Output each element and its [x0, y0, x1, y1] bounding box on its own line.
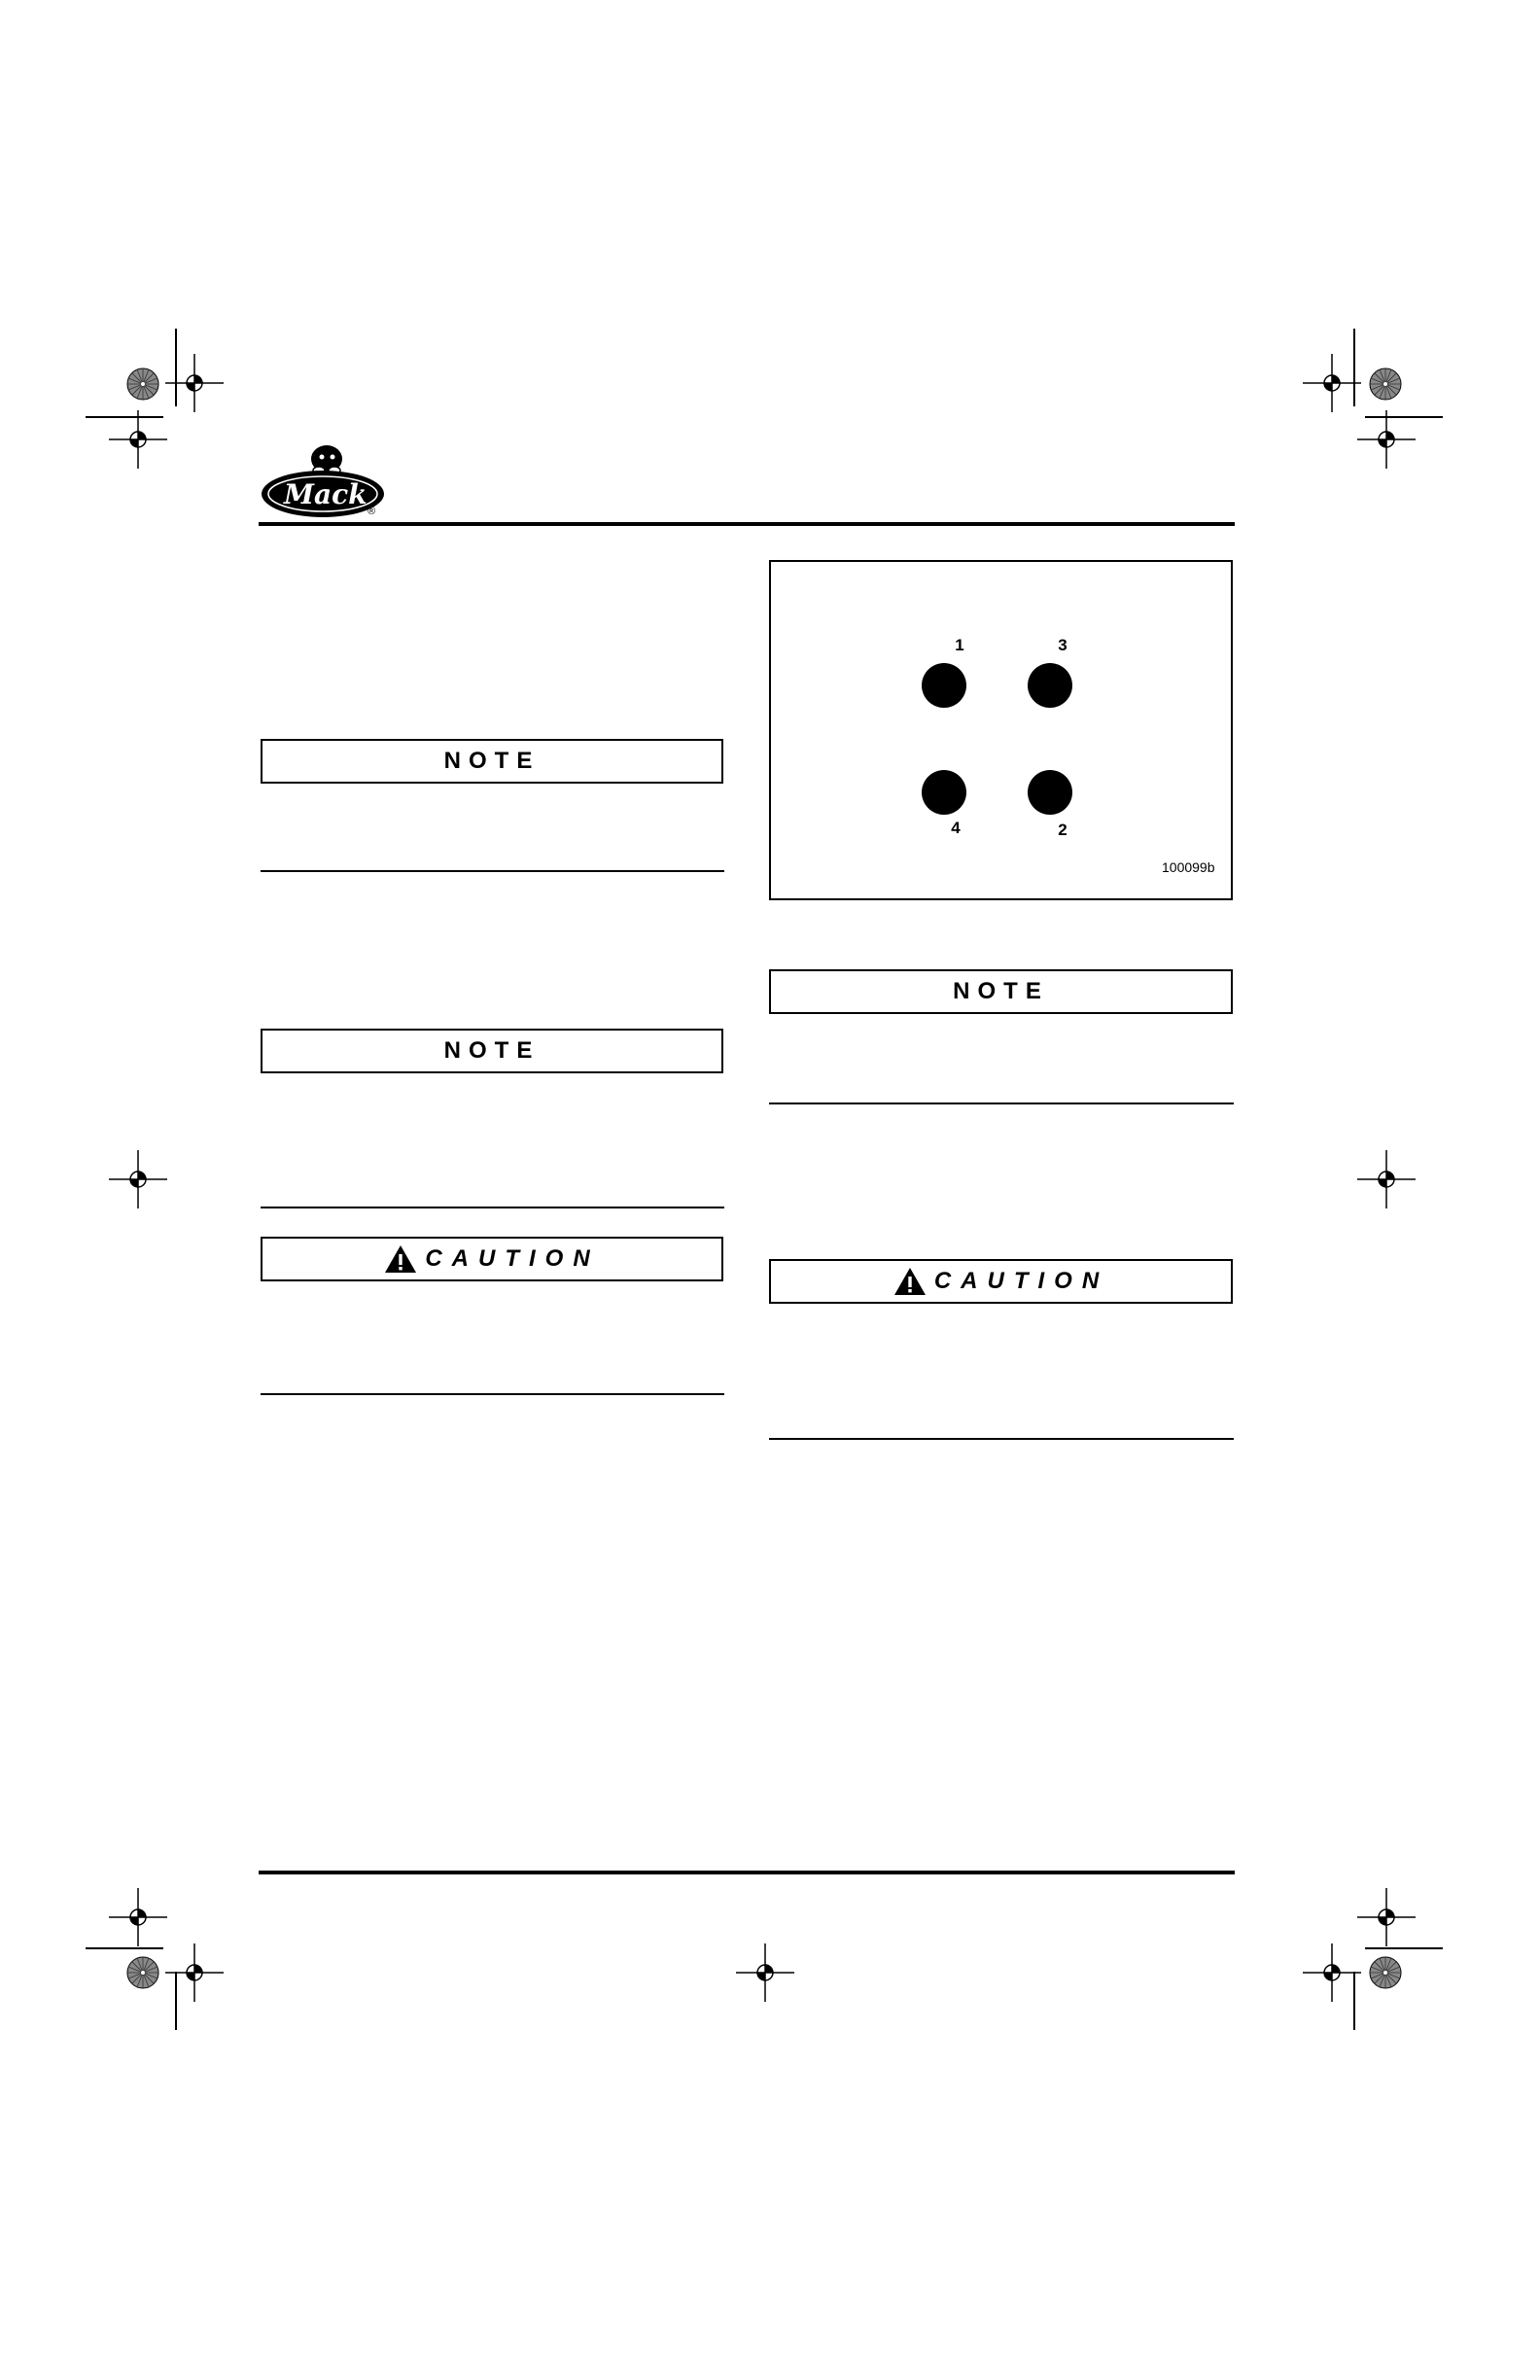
registration-mark-icon: [1357, 410, 1416, 469]
registration-mark-icon: [1303, 1943, 1361, 2002]
registered-mark: ®: [368, 506, 376, 517]
trim-line: [1365, 1947, 1443, 1949]
trim-line: [86, 1947, 163, 1949]
note-end-rule: [261, 870, 724, 872]
warning-triangle-icon: [384, 1244, 417, 1274]
color-target-icon: [1369, 1956, 1402, 1989]
connector-pin: [1028, 663, 1072, 708]
pin-number: 2: [1058, 821, 1068, 839]
registration-mark-icon: [1303, 354, 1361, 412]
trim-line: [175, 329, 177, 406]
note-box: [769, 969, 1233, 1014]
color-target-icon: [126, 368, 159, 401]
registration-mark-icon: [109, 1888, 167, 1946]
connector-figure: [769, 560, 1233, 900]
caution-box: [769, 1259, 1233, 1304]
warning-triangle-icon: [893, 1267, 927, 1296]
note-label: NOTE: [953, 978, 1049, 1004]
connector-pin: [922, 663, 966, 708]
registration-mark-icon: [109, 410, 167, 469]
note-box: [261, 739, 723, 784]
caution-label: CAUTION: [425, 1245, 600, 1272]
registration-mark-icon: [1357, 1150, 1416, 1208]
pin-number: 4: [951, 819, 961, 837]
header-rule: [259, 522, 1235, 526]
pin-number: 3: [1058, 636, 1068, 654]
registration-mark-icon: [165, 354, 224, 412]
registration-mark-icon: [736, 1943, 794, 2002]
note-label: NOTE: [443, 1037, 541, 1064]
registration-mark-icon: [165, 1943, 224, 2002]
caution-box: [261, 1237, 723, 1281]
note-end-rule: [261, 1207, 724, 1208]
note-end-rule: [769, 1102, 1234, 1104]
trim-line: [1353, 1972, 1355, 2030]
color-target-icon: [1369, 368, 1402, 401]
footer-rule: [259, 1871, 1235, 1874]
trim-line: [1353, 329, 1355, 406]
registration-mark-icon: [109, 1150, 167, 1208]
caution-label: CAUTION: [933, 1268, 1109, 1294]
connector-pin: [1028, 770, 1072, 815]
figure-id: 100099b: [1162, 859, 1215, 875]
note-label: NOTE: [443, 748, 541, 774]
trim-line: [175, 1972, 177, 2030]
note-box: [261, 1029, 723, 1073]
pin-number: 1: [955, 636, 964, 654]
connector-pin: [922, 770, 966, 815]
color-target-icon: [126, 1956, 159, 1989]
logo-wordmark: Mack: [284, 478, 368, 510]
mack-logo: [259, 436, 390, 523]
caution-end-rule: [261, 1393, 724, 1395]
caution-end-rule: [769, 1438, 1234, 1440]
registration-mark-icon: [1357, 1888, 1416, 1946]
